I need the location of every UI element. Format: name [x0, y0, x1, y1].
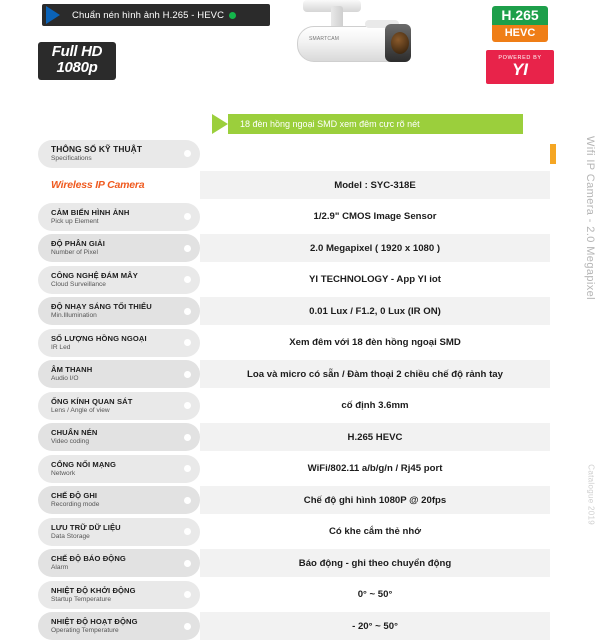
- spec-label-image-sensor: [38, 203, 200, 231]
- spec-value: H.265 HEVC: [200, 423, 550, 451]
- spec-label-startup-temperature: [38, 581, 200, 609]
- spec-value: 0° ~ 50°: [200, 581, 550, 609]
- spec-label-video-coding: [38, 423, 200, 451]
- spec-label-en: Pick up Element: [51, 218, 200, 226]
- spec-label-data-storage: [38, 518, 200, 546]
- ribbon-night-vision-label: 18 đèn hồng ngoại SMD xem đêm cực rõ nét: [228, 114, 523, 134]
- spec-label-vi: CHUẨN NÉN: [51, 428, 200, 437]
- top-banner: [0, 0, 600, 100]
- spec-value: Chế độ ghi hình 1080P @ 20fps: [200, 486, 550, 514]
- fullhd-badge-line2: 1080p: [38, 60, 116, 76]
- spec-label-audio: [38, 360, 200, 388]
- spec-value: - 20° ~ 50°: [200, 612, 550, 640]
- table-row: [38, 548, 550, 580]
- spec-label-resolution: [38, 234, 200, 262]
- spec-value: Báo động - ghi theo chuyển động: [200, 549, 550, 577]
- spec-label-vi: CẢM BIẾN HÌNH ẢNH: [51, 208, 200, 217]
- spec-value: Có khe cắm thẻ nhớ: [200, 518, 550, 546]
- spec-label-en: Data Storage: [51, 533, 200, 541]
- table-row: [38, 359, 550, 391]
- vertical-catalogue-label: Catalogue 2019: [587, 464, 596, 525]
- spec-value: Xem đêm với 18 đèn hồng ngoại SMD: [200, 329, 550, 357]
- table-row: [38, 611, 550, 642]
- fullhd-badge: [38, 42, 116, 80]
- spec-label-en: Operating Temperature: [51, 627, 200, 635]
- spec-value: WiFi/802.11 a/b/g/n / Rj45 port: [200, 455, 550, 483]
- table-row: [38, 201, 550, 233]
- table-row: [38, 264, 550, 296]
- ribbon-night-vision: [212, 114, 523, 134]
- specifications-table: [38, 138, 550, 642]
- spec-label-ir-led: [38, 329, 200, 357]
- spec-label-vi: LƯU TRỮ DỮ LIỆU: [51, 523, 200, 532]
- spec-label-en: Number of Pixel: [51, 249, 200, 257]
- spec-label-cloud: [38, 266, 200, 294]
- spec-value: 1/2.9" CMOS Image Sensor: [200, 203, 550, 231]
- spec-label-recording-mode: [38, 486, 200, 514]
- spec-label-operating-temperature: [38, 612, 200, 640]
- table-row: [38, 390, 550, 422]
- spec-value: [200, 140, 550, 168]
- hevc-badge: [492, 6, 548, 42]
- blue-arrow-icon: [46, 6, 60, 24]
- spec-label-min-illumination: [38, 297, 200, 325]
- spec-label-en: Cloud Surveillance: [51, 281, 200, 289]
- table-row: [38, 422, 550, 454]
- spec-label-lens: [38, 392, 200, 420]
- spec-value: Loa và micro có sẵn / Đàm thoại 2 chiều chế độ rảnh tay: [200, 360, 550, 388]
- brand-label: Wireless IP Camera: [51, 179, 144, 191]
- vertical-product-title: Wifi IP Camera - 2.0 Megapixel: [584, 136, 596, 300]
- table-row: [38, 485, 550, 517]
- camera-lens-icon: [391, 32, 409, 54]
- spec-label-vi: CỔNG NỐI MẠNG: [51, 460, 200, 469]
- spec-label-alarm: [38, 549, 200, 577]
- model-value: Model : SYC-318E: [200, 171, 550, 199]
- spec-label-en: Recording mode: [51, 501, 200, 509]
- spec-label-vi: CÔNG NGHỆ ĐÁM MÂY: [51, 271, 200, 280]
- table-row: [38, 579, 550, 611]
- spec-label-vi: SỐ LƯỢNG HỒNG NGOẠI: [51, 334, 200, 343]
- spec-label-vi: ĐỘ NHẠY SÁNG TỐI THIỂU: [51, 302, 200, 311]
- spec-label-en: Startup Temperature: [51, 596, 200, 604]
- spec-label-vi: NHIỆT ĐỘ KHỞI ĐỘNG: [51, 586, 200, 595]
- spec-value: 0.01 Lux / F1.2, 0 Lux (IR ON): [200, 297, 550, 325]
- table-row: [38, 233, 550, 265]
- camera-illustration: [265, 0, 425, 96]
- table-row: [38, 296, 550, 328]
- spec-label-en: Lens / Angle of view: [51, 407, 200, 415]
- table-row: [38, 138, 550, 170]
- spec-label-en: Alarm: [51, 564, 200, 572]
- table-row: [38, 453, 550, 485]
- spec-label-specifications: [38, 140, 200, 168]
- spec-label-en: Min.Illumination: [51, 312, 200, 320]
- spec-label-vi: ỐNG KÍNH QUAN SÁT: [51, 397, 200, 406]
- spec-label-vi: CHẾ ĐỘ GHI: [51, 491, 200, 500]
- codec-banner: [42, 4, 270, 26]
- hevc-badge-top: H.265: [492, 6, 548, 25]
- spec-label-vi: ĐỘ PHÂN GIẢI: [51, 239, 200, 248]
- spec-label-en: Network: [51, 470, 200, 478]
- brand-cell: [38, 171, 200, 199]
- spec-label-vi: THÔNG SỐ KỸ THUẬT: [51, 145, 200, 154]
- ribbon-arrow-icon: [212, 114, 228, 134]
- green-dot-icon: [229, 12, 236, 19]
- fullhd-badge-line1: Full HD: [38, 44, 116, 60]
- spec-label-vi: NHIỆT ĐỘ HOẠT ĐỘNG: [51, 617, 200, 626]
- spec-label-en: IR Led: [51, 344, 200, 352]
- spec-label-en: Audio I/O: [51, 375, 200, 383]
- yi-badge: [486, 50, 554, 84]
- spec-value: YI TECHNOLOGY - App YI iot: [200, 266, 550, 294]
- camera-brand-label: SMARTCAM: [309, 36, 339, 42]
- yi-badge-brand: YI: [486, 61, 554, 79]
- spec-label-network: [38, 455, 200, 483]
- table-row: [38, 170, 550, 202]
- table-row: [38, 516, 550, 548]
- codec-banner-label: Chuẩn nén hình ảnh H.265 - HEVC: [72, 10, 224, 21]
- spec-label-vi: ÂM THANH: [51, 365, 200, 374]
- spec-label-en: Video coding: [51, 438, 200, 446]
- spec-label-en: Specifications: [51, 155, 200, 163]
- spec-value: cố định 3.6mm: [200, 392, 550, 420]
- table-row: [38, 327, 550, 359]
- yi-badge-powered-label: POWERED BY: [486, 55, 554, 61]
- hevc-badge-bottom: HEVC: [492, 25, 548, 42]
- spec-value: 2.0 Megapixel ( 1920 x 1080 ): [200, 234, 550, 262]
- spec-label-vi: CHẾ ĐỘ BÁO ĐỘNG: [51, 554, 200, 563]
